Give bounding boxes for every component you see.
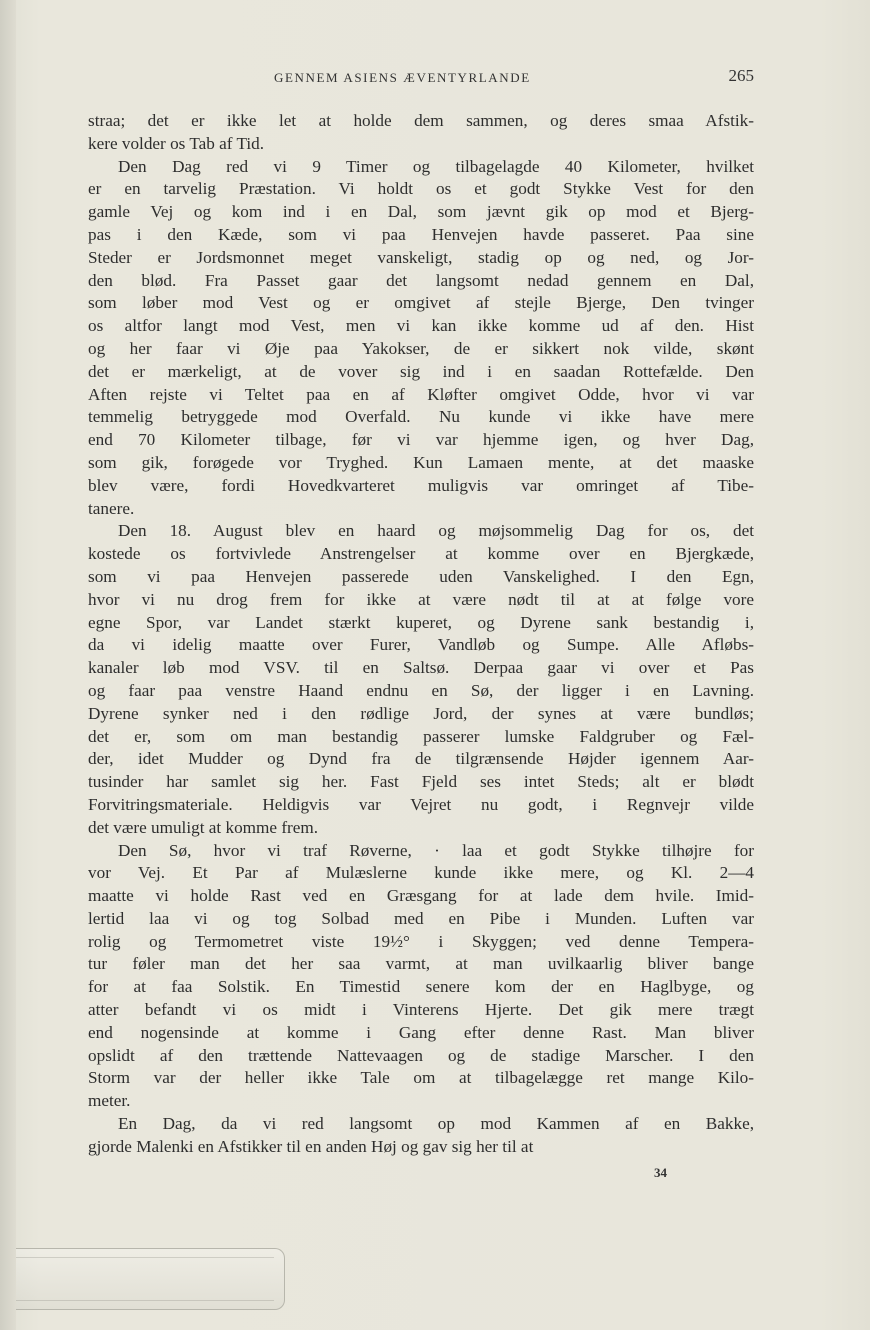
library-label-strip — [16, 1248, 285, 1310]
text-line: kostede os fortvivlede Anstrengelser at komme over en Bjergkæde, — [88, 544, 754, 564]
text-line: og her faar vi Øje paa Yakokser, de er sikkert nok vilde, skønt — [88, 338, 754, 358]
text-line: En Dag, da vi red langsomt op mod Kammen af en Bakke, — [118, 1114, 754, 1134]
text-line: opslidt af den trættende Nattevaagen og de stadige Marscher. I den — [88, 1045, 754, 1065]
text-line: pas i den Kæde, som vi paa Henvejen havde passeret. Paa sine — [88, 224, 754, 244]
text-line: det er, som om man bestandig passerer lumske Faldgruber og Fæl- — [88, 726, 754, 746]
text-line: da vi idelig maatte over Furer, Vandløb og Sumpe. Alle Afløbs- — [88, 635, 754, 655]
text-line: Den Sø, hvor vi traf Røverne, · laa et godt Stykke tilhøjre for — [118, 840, 754, 860]
signature-mark: 34 — [654, 1165, 667, 1180]
text-line: det være umuligt at komme frem. — [88, 817, 319, 837]
library-label-inner — [16, 1257, 274, 1301]
running-head-title: GENNEM ASIENS ÆVENTYRLANDE — [274, 70, 531, 85]
text-line: tusinder har samlet sig her. Fast Fjeld ses intet Steds; alt er blødt — [88, 772, 754, 792]
text-line: Den 18. August blev en haard og møjsommelig Dag for os, det — [118, 521, 754, 541]
text-line: gjorde Malenki en Afstikker til en anden Høj og gav sig her til at — [88, 1136, 534, 1156]
text-line: som vi paa Henvejen passerede uden Vanskelighed. I den Egn, — [88, 566, 754, 586]
text-line: rolig og Termometret viste 19½° i Skyggen; ved denne Tempera- — [88, 931, 754, 951]
text-line: den blød. Fra Passet gaar det langsomt nedad gennem en Dal, — [88, 270, 754, 290]
text-line: kanaler løb mod VSV. til en Saltsø. Derpaa gaar vi over et Pas — [88, 658, 754, 678]
text-line: atter befandt vi os midt i Vinterens Hjerte. Det gik mere trægt — [88, 1000, 754, 1020]
paragraph — [88, 1113, 754, 1159]
running-head — [88, 66, 754, 88]
text-line: Aften rejste vi Teltet paa en af Kløfter omgivet Odde, hvor vi var — [88, 384, 754, 404]
page-binding-edge — [0, 0, 16, 1330]
text-line: temmelig betryggede mod Overfald. Nu kunde vi ikke have mere — [88, 407, 754, 427]
text-line: Dyrene synker ned i den rødlige Jord, der synes at være bundløs; — [88, 703, 754, 723]
paragraph — [88, 520, 754, 839]
text-line: lertid laa vi og tog Solbad med en Pibe i Munden. Luften var — [88, 908, 754, 928]
paragraph — [88, 840, 754, 1114]
text-line: straa; det er ikke let at holde dem sammen, og deres smaa Afstik- — [88, 111, 754, 130]
text-line: hvor vi nu drog frem for ikke at være nødt til at at følge vore — [88, 589, 754, 609]
text-line: tur føler man det her saa varmt, at man uvilkaarlig bliver bange — [88, 954, 754, 974]
paragraph — [88, 156, 754, 521]
text-line: som gik, forøgede vor Tryghed. Kun Lamaen mente, at det maaske — [88, 452, 754, 472]
text-line: for at faa Solstik. En Timestid senere kom der en Haglbyge, og — [88, 977, 754, 997]
body-text — [88, 110, 754, 1159]
text-line: tanere. — [88, 498, 135, 518]
text-line: Steder er Jordsmonnet meget vanskeligt, stadig op og ned, og Jor- — [88, 247, 754, 267]
text-line: kere volder os Tab af Tid. — [88, 133, 265, 153]
text-line: som løber mod Vest og er omgivet af stejle Bjerge, Den tvinger — [88, 293, 754, 313]
text-line: meter. — [88, 1091, 131, 1111]
text-line: egne Spor, var Landet stærkt kuperet, og Dyrene sank bestandig i, — [88, 612, 754, 632]
page-number: 265 — [728, 66, 754, 85]
text-line: og faar paa venstre Haand endnu en Sø, der ligger i en Lavning. — [88, 680, 754, 700]
text-line: Storm var der heller ikke Tale om at tilbagelægge ret mange Kilo- — [88, 1068, 754, 1088]
text-line: Den Dag red vi 9 Timer og tilbagelagde 40 Kilometer, hvilket — [118, 156, 754, 176]
text-line: Forvitringsmateriale. Heldigvis var Vejret nu godt, i Regnvejr vilde — [88, 794, 754, 814]
text-line: der, idet Mudder og Dynd fra de tilgrænsende Højder igennem Aar- — [88, 749, 754, 769]
paragraph — [88, 110, 754, 156]
text-line: end nogensinde at komme i Gang efter denne Rast. Man bliver — [88, 1022, 754, 1042]
text-line: maatte vi holde Rast ved en Græsgang for at lade dem hvile. Imid- — [88, 886, 754, 906]
text-line: det er mærkeligt, at de vover sig ind i en saadan Rottefælde. Den — [88, 361, 754, 381]
text-line: gamle Vej og kom ind i en Dal, som jævnt gik op mod et Bjerg- — [88, 202, 754, 222]
text-line: vor Vej. Et Par af Mulæslerne kunde ikke mere, og Kl. 2—4 — [88, 863, 754, 883]
text-line: er en tarvelig Præstation. Vi holdt os et godt Stykke Vest for den — [88, 179, 754, 199]
text-line: blev være, fordi Hovedkvarteret muligvis var omringet af Tibe- — [88, 475, 754, 495]
text-line: end 70 Kilometer tilbage, før vi var hjemme igen, og hver Dag, — [88, 430, 754, 450]
text-line: os altfor langt mod Vest, men vi kan ikke komme ud af den. Hist — [88, 316, 754, 336]
